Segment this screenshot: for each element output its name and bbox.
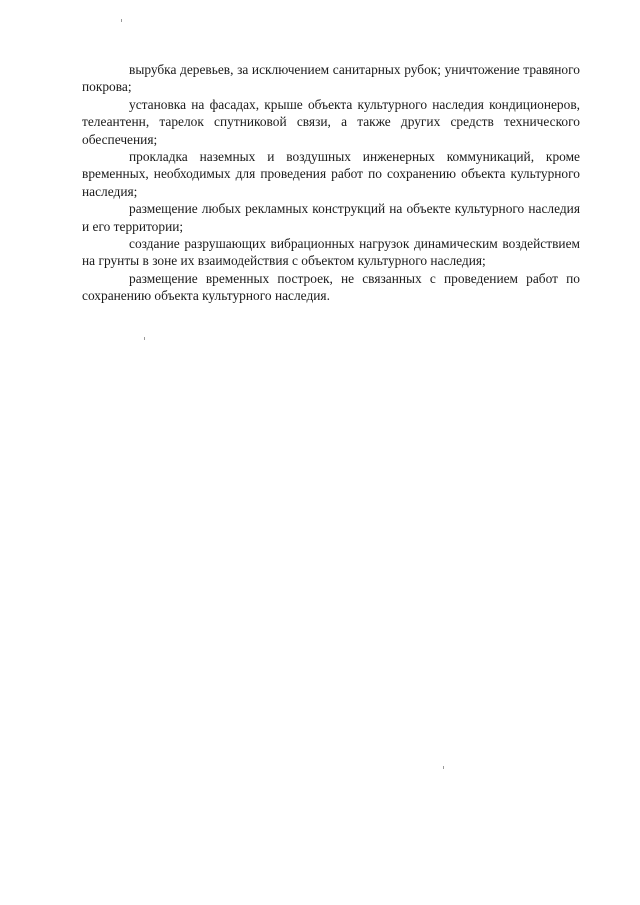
scan-speck (121, 19, 122, 22)
scan-speck (144, 337, 145, 340)
paragraph-utility-laying: прокладка наземных и воздушных инженерных коммуникаций, кроме временных, необходимых для проведения работ по сохранению объекта культурного наследия; (82, 149, 580, 199)
paragraph-facade-installation: установка на фасадах, крыше объекта культурного наследия кондиционеров, телеантенн, тарелок спутниковой связи, а также других средств технического обеспечения; (82, 96, 580, 147)
paragraph-temporary-buildings: размещение временных построек, не связанных с проведением работ по сохранению объекта культурного наследия. (82, 270, 580, 304)
scan-speck (443, 766, 444, 769)
document-body (82, 61, 580, 305)
paragraph-vibration-loads: создание разрушающих вибрационных нагрузок динамическим воздействием на грунты в зоне их взаимодействия с объектом культурного наследия; (82, 236, 580, 269)
paragraph-advertising: размещение любых рекламных конструкций на объекте культурного наследия и его территории; (82, 201, 580, 234)
paragraph-tree-felling: вырубка деревьев, за исключением санитарных рубок; уничтожение травяного покрова; (82, 62, 580, 95)
